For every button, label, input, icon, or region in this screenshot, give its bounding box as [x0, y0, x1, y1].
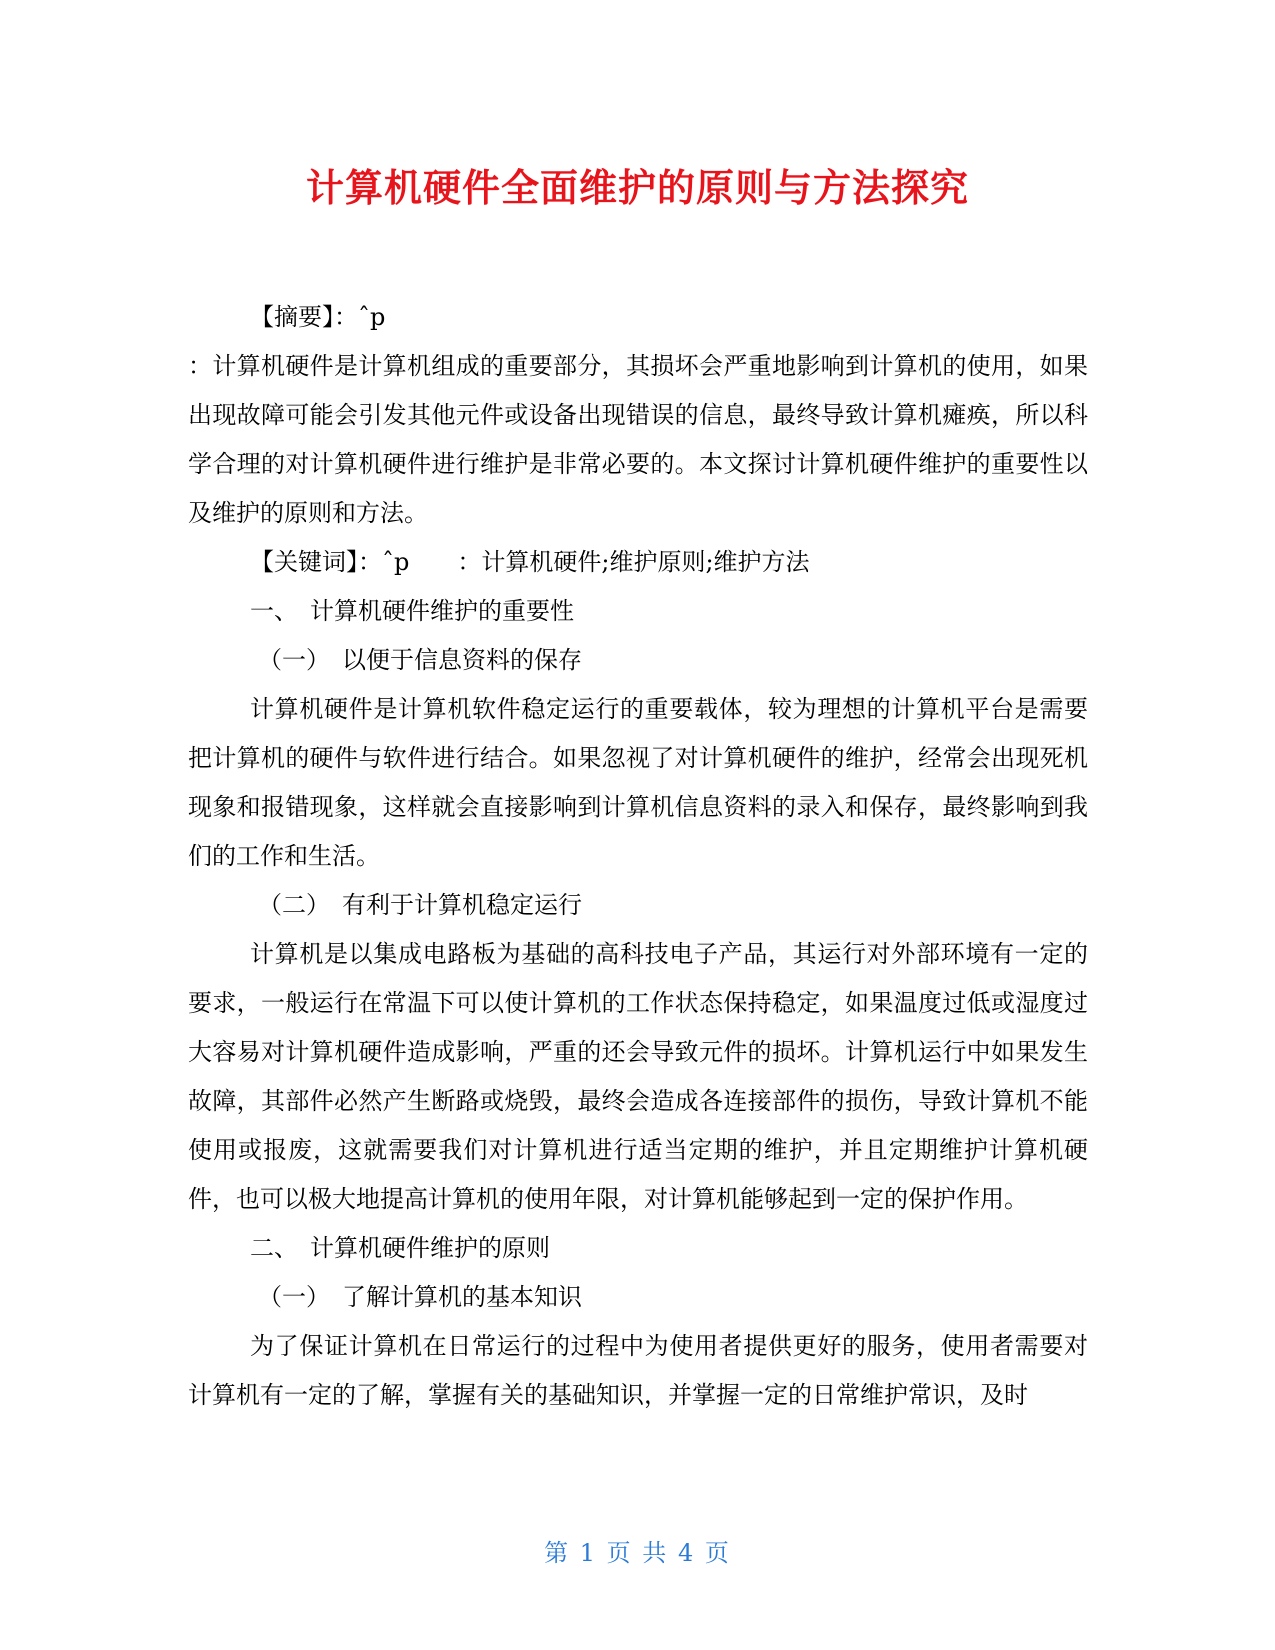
paragraph-1-2: 计算机是以集成电路板为基础的高科技电子产品，其运行对外部环境有一定的要求，一般运行在常温下可以使计算机的工作状态保持稳定，如果温度过低或湿度过大容易对计算机硬件造成影响，严重的还会导致元件的损坏。计算机运行中如果发生故障，其部件必然产生断路或烧毁，最终会造成各连接部件的损伤，导致计算机不能使用或报废，这就需要我们对计算机进行适当定期的维护，并且定期维护计算机硬件，也可以极大地提高计算机的使用年限，对计算机能够起到一定的保护作用。 — [188, 940, 1088, 1213]
subsection-heading-1-2: （二） 有利于计算机稳定运行 — [258, 891, 582, 919]
document-title: 计算机硬件全面维护的原则与方法探究 — [305, 166, 969, 210]
section-heading-2: 二、 计算机硬件维护的原则 — [250, 1234, 550, 1262]
section-heading-1: 一、 计算机硬件维护的重要性 — [250, 597, 574, 625]
document-body — [188, 293, 1088, 1420]
abstract-label: 【摘要】：ˆp — [250, 303, 386, 331]
paragraph-1-1: 计算机硬件是计算机软件稳定运行的重要载体，较为理想的计算机平台是需要把计算机的硬件与软件进行结合。如果忽视了对计算机硬件的维护，经常会出现死机现象和报错现象，这样就会直接影响到计算机信息资料的录入和保存，最终影响到我们的工作和生活。 — [188, 695, 1088, 870]
page-footer: 第 1 页 共 4 页 — [544, 1539, 731, 1567]
subsection-heading-1-1: （一） 以便于信息资料的保存 — [258, 646, 582, 674]
keywords-line: 【关键词】：ˆp ：计算机硬件;维护原则;维护方法 — [250, 548, 810, 576]
paragraph-2-1: 为了保证计算机在日常运行的过程中为使用者提供更好的服务，使用者需要对计算机有一定的了解，掌握有关的基础知识，并掌握一定的日常维护常识，及时 — [188, 1332, 1088, 1409]
abstract-text: ：计算机硬件是计算机组成的重要部分，其损坏会严重地影响到计算机的使用，如果出现故障可能会引发其他元件或设备出现错误的信息，最终导致计算机瘫痪，所以科学合理的对计算机硬件进行维护是非常必要的。本文探讨计算机硬件维护的重要性以及维护的原则和方法。 — [188, 352, 1088, 527]
subsection-heading-2-1: （一） 了解计算机的基本知识 — [258, 1283, 582, 1311]
